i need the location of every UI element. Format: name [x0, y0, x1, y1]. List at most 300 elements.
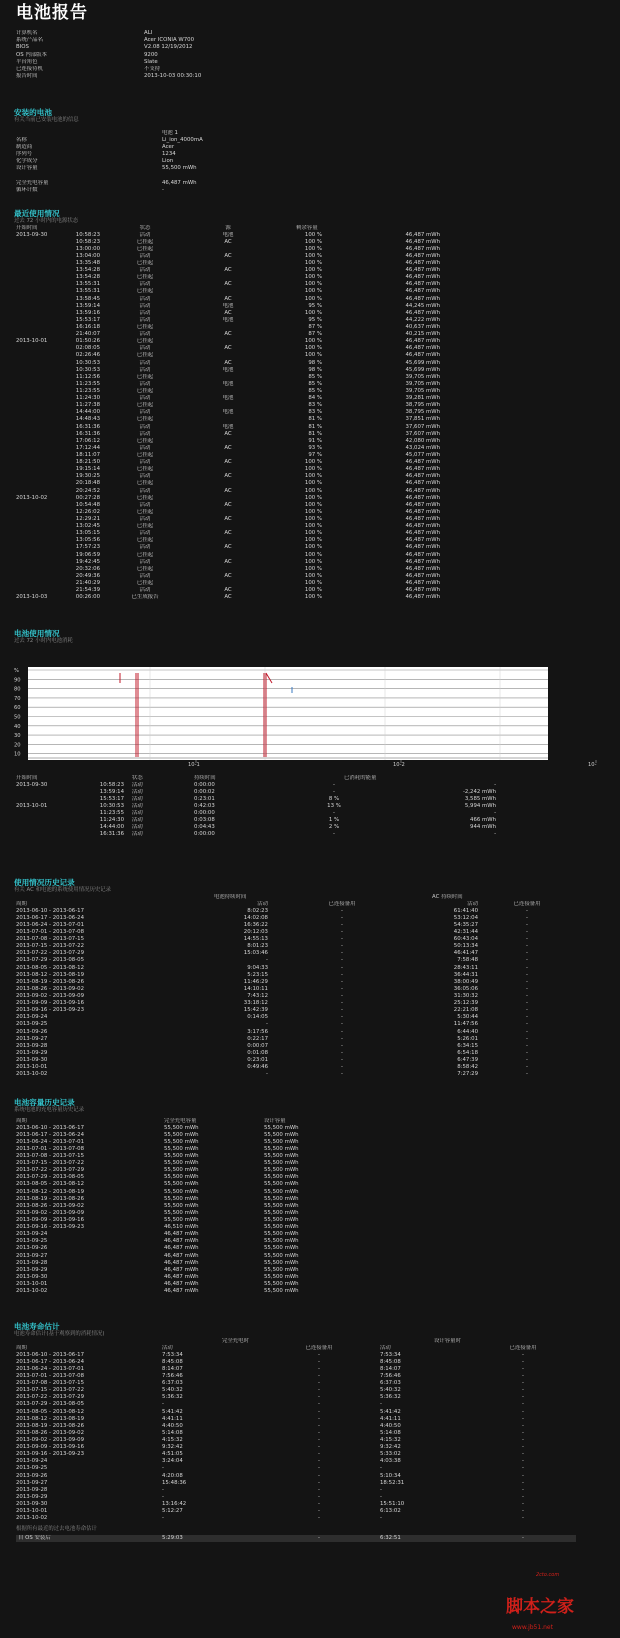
history-table — [16, 894, 576, 1079]
recent-source: AC — [224, 267, 232, 274]
capacity-full: 46,487 mWh — [164, 1231, 199, 1238]
capacity-row — [16, 1181, 416, 1188]
history-active: 16:36:22 — [243, 921, 268, 928]
recent-time: 11:27:38 — [75, 402, 101, 409]
life-design-standby: - — [522, 1508, 524, 1515]
history-row — [16, 915, 576, 922]
usage-state: 活动 — [132, 781, 143, 788]
history-active: 0:14:05 — [247, 1014, 268, 1021]
recent-row — [16, 281, 446, 288]
usage-state: 活动 — [132, 795, 143, 802]
recent-date: 2013-09-30 — [16, 231, 48, 238]
life-design-standby: - — [522, 1394, 524, 1401]
system-info-row — [16, 73, 356, 80]
history-period: 2013-09-25 — [16, 1021, 48, 1028]
recent-source: 电池 — [222, 366, 234, 373]
usage-duration: 0:00:00 — [194, 831, 215, 838]
recent-percent: 100 % — [304, 487, 323, 494]
life-design-standby: - — [522, 1429, 524, 1436]
recent-capacity: 46,487 mWh — [405, 572, 441, 579]
usage-duration: 0:00:00 — [194, 810, 215, 817]
recent-col-remaining: 剩余容量 — [296, 224, 318, 231]
capacity-period: 2013-09-28 — [16, 1259, 48, 1266]
usage-date: 2013-09-30 — [16, 781, 48, 788]
life-period: 2013-10-02 — [16, 1515, 48, 1522]
life-standby: - — [318, 1380, 320, 1387]
recent-source — [190, 523, 266, 530]
life-active: 4:40:50 — [162, 1422, 183, 1429]
history-standby: - — [341, 929, 343, 936]
life-design-active: 5:33:02 — [380, 1451, 401, 1458]
capacity-design: 55,500 mWh — [264, 1259, 299, 1266]
life-row — [16, 1508, 576, 1515]
recent-percent: 100 % — [304, 274, 323, 281]
usage-time: 11:23:55 — [99, 810, 125, 817]
life-row — [16, 1387, 576, 1394]
capacity-full: 55,500 mWh — [164, 1153, 199, 1160]
system-info-section — [0, 30, 620, 80]
report-title: 电池报告 — [16, 3, 88, 23]
usage-state: 活动 — [132, 817, 143, 824]
installed-row — [16, 165, 356, 172]
history-ac-standby: - — [526, 936, 528, 943]
usage-energy: 3,585 mWh — [464, 795, 497, 802]
history-ac-active: 6:54:18 — [457, 1049, 479, 1056]
recent-capacity: 46,487 mWh — [405, 260, 441, 267]
recent-state: 活动 — [139, 231, 151, 238]
system-info-row — [16, 52, 356, 59]
recent-row — [16, 466, 446, 473]
chart-y-tick: 30 — [14, 732, 21, 739]
recent-capacity: 46,487 mWh — [405, 295, 441, 302]
history-active: 9:04:33 — [247, 964, 268, 971]
capacity-design: 55,500 mWh — [264, 1174, 299, 1181]
life-active: 15:48:36 — [162, 1479, 187, 1486]
history-period: 2013-09-29 — [16, 1049, 48, 1056]
life-standby: - — [318, 1358, 320, 1365]
recent-state: 已挂起 — [136, 352, 154, 359]
recent-row — [16, 445, 446, 452]
recent-header-row — [16, 225, 446, 232]
history-standby: - — [341, 978, 343, 985]
life-design-active: 5:41:42 — [380, 1408, 401, 1415]
recent-state: 已挂起 — [136, 288, 154, 295]
installed-value: - — [162, 187, 164, 194]
usage-state: 活动 — [132, 802, 143, 809]
info-label: 已连接待机 — [16, 65, 43, 72]
recent-time: 15:53:17 — [75, 316, 101, 323]
recent-time: 10:54:48 — [75, 501, 101, 508]
life-row — [16, 1444, 576, 1451]
history-period: 2013-09-09 - 2013-09-16 — [16, 1000, 85, 1007]
capacity-full: 55,500 mWh — [164, 1195, 199, 1202]
recent-date — [16, 324, 68, 331]
history-ac-active: 42:31:44 — [453, 929, 479, 936]
history-ac-active: 36:05:06 — [453, 985, 479, 992]
recent-time: 17:12:44 — [75, 444, 101, 451]
info-value: 9200 — [144, 51, 158, 58]
recent-state: 已挂起 — [136, 238, 154, 245]
recent-source — [190, 288, 266, 295]
recent-date — [16, 402, 68, 409]
recent-date — [16, 566, 68, 573]
capacity-period: 2013-10-02 — [16, 1288, 48, 1295]
life-active: 4:20:08 — [162, 1472, 183, 1479]
capacity-period: 2013-09-24 — [16, 1231, 48, 1238]
usage-subtitle: 过去 72 小时内电池消耗 — [14, 638, 73, 644]
life-row — [16, 1480, 576, 1487]
life-col-period: 周期 — [16, 1344, 27, 1351]
recent-row — [16, 232, 446, 239]
recent-capacity: 46,487 mWh — [405, 565, 441, 572]
life-row — [16, 1416, 576, 1423]
capacity-period: 2013-07-15 - 2013-07-22 — [16, 1160, 85, 1167]
usage-energy: 944 mWh — [470, 824, 497, 831]
capacity-full: 46,487 mWh — [164, 1266, 199, 1273]
life-design-active: 8:14:07 — [380, 1365, 401, 1372]
info-label: BIOS — [16, 44, 29, 51]
history-row — [16, 1029, 576, 1036]
recent-state: 活动 — [139, 252, 151, 259]
usage-state: 活动 — [132, 788, 143, 795]
recent-capacity: 40,637 mWh — [405, 324, 441, 331]
history-period: 2013-09-26 — [16, 1028, 48, 1035]
history-period: 2013-07-22 - 2013-07-29 — [16, 950, 85, 957]
history-active: - — [266, 957, 268, 964]
life-period: 2013-09-26 — [16, 1472, 48, 1479]
recent-capacity: 40,215 mWh — [405, 331, 441, 338]
recent-row — [16, 523, 446, 530]
life-standby: - — [318, 1479, 320, 1486]
recent-usage-section — [0, 209, 620, 601]
system-info-row — [16, 59, 356, 66]
recent-time: 21:54:39 — [75, 587, 101, 594]
recent-row — [16, 367, 446, 374]
recent-capacity: 46,487 mWh — [405, 288, 441, 295]
life-period: 2013-09-28 — [16, 1486, 48, 1493]
recent-capacity: 39,705 mWh — [405, 380, 441, 387]
history-row — [16, 936, 576, 943]
installed-value: 55,500 mWh — [162, 165, 197, 172]
recent-source: 电池 — [222, 395, 234, 402]
history-group-row — [16, 894, 576, 901]
usage-duration: 0:00:02 — [194, 788, 215, 795]
recent-time: 19:42:45 — [75, 558, 101, 565]
usage-energy: - — [494, 831, 497, 838]
recent-date — [16, 267, 68, 274]
recent-capacity: 46,487 mWh — [405, 459, 441, 466]
recent-capacity: 44,222 mWh — [405, 316, 441, 323]
recent-state: 活动 — [139, 302, 151, 309]
life-standby: - — [318, 1451, 320, 1458]
recent-percent: 100 % — [304, 587, 323, 594]
recent-source: AC — [224, 281, 232, 288]
recent-capacity: 46,487 mWh — [405, 352, 441, 359]
recent-time: 12:29:21 — [75, 515, 101, 522]
chart-y-tick: 60 — [14, 704, 21, 711]
history-period: 2013-07-29 - 2013-08-05 — [16, 957, 85, 964]
recent-row — [16, 594, 446, 601]
life-design-active: 7:56:46 — [380, 1373, 401, 1380]
recent-capacity: 46,487 mWh — [405, 515, 441, 522]
life-design-standby: - — [522, 1472, 524, 1479]
history-row — [16, 1036, 576, 1043]
history-ac-active: 25:12:39 — [453, 1000, 479, 1007]
life-active: 3:24:04 — [162, 1458, 183, 1465]
life-title: 电池寿命估计 — [14, 1322, 60, 1331]
recent-percent: 100 % — [304, 267, 323, 274]
life-design-standby: - — [522, 1465, 524, 1472]
recent-row — [16, 552, 446, 559]
life-design-standby: - — [522, 1437, 524, 1444]
capacity-row — [16, 1167, 416, 1174]
capacity-period: 2013-07-22 - 2013-07-29 — [16, 1167, 85, 1174]
installed-row — [16, 180, 356, 187]
life-design-standby: - — [522, 1486, 524, 1493]
capacity-period: 2013-09-29 — [16, 1266, 48, 1273]
chart-y-tick: 80 — [14, 686, 21, 693]
capacity-design: 55,500 mWh — [264, 1131, 299, 1138]
installed-value: Li_ion_4000mA — [162, 136, 203, 143]
recent-time: 00:27:28 — [75, 494, 101, 501]
usage-row — [16, 810, 496, 817]
recent-capacity: 46,487 mWh — [405, 501, 441, 508]
capacity-period: 2013-09-16 - 2013-09-23 — [16, 1224, 85, 1231]
life-standby: - — [318, 1422, 320, 1429]
life-period: 2013-09-30 — [16, 1501, 48, 1508]
life-design-standby: - — [522, 1479, 524, 1486]
info-label: OS 内部版本 — [16, 51, 47, 58]
history-ac-standby: - — [526, 1035, 528, 1042]
recent-source — [190, 246, 266, 253]
recent-col-state: 状态 — [139, 224, 151, 231]
recent-source: AC — [224, 594, 232, 601]
recent-time: 13:35:48 — [75, 260, 101, 267]
capacity-design: 55,500 mWh — [264, 1138, 299, 1145]
recent-state: 已挂起 — [136, 416, 154, 423]
recent-state: 已挂起 — [136, 388, 154, 395]
recent-state: 已挂起 — [136, 338, 154, 345]
recent-state: 活动 — [139, 487, 151, 494]
life-design-active: - — [380, 1401, 382, 1408]
recent-row — [16, 459, 446, 466]
life-period: 2013-09-09 - 2013-09-16 — [16, 1444, 85, 1451]
recent-source: 电池 — [222, 302, 234, 309]
history-header-row — [16, 901, 576, 908]
history-row — [16, 1021, 576, 1028]
recent-state: 已挂起 — [136, 260, 154, 267]
installed-subtitle: 有关当前已安装电池的信息 — [14, 117, 79, 123]
recent-time: 13:58:45 — [75, 295, 101, 302]
recent-date — [16, 523, 68, 530]
history-standby: - — [341, 985, 343, 992]
history-col-ac-active: 活动 — [467, 900, 479, 907]
capacity-period: 2013-08-12 - 2013-08-19 — [16, 1188, 85, 1195]
capacity-full: 46,487 mWh — [164, 1273, 199, 1280]
usage-energy: -2,242 mWh — [462, 788, 497, 795]
life-design-standby: - — [522, 1515, 524, 1522]
life-row — [16, 1451, 576, 1458]
recent-state: 活动 — [139, 309, 151, 316]
life-design-active: 6:37:03 — [380, 1380, 401, 1387]
recent-percent: 100 % — [304, 565, 323, 572]
history-col-active: 活动 — [257, 900, 268, 907]
installed-battery-section — [0, 108, 620, 194]
recent-capacity: 39,281 mWh — [405, 395, 441, 402]
installed-label: 序列号 — [16, 151, 33, 158]
recent-percent: 100 % — [304, 281, 323, 288]
recent-date — [16, 352, 68, 359]
recent-row — [16, 495, 446, 502]
recent-percent: 100 % — [304, 558, 323, 565]
capacity-period: 2013-09-25 — [16, 1238, 48, 1245]
chart-y-tick: 20 — [14, 741, 21, 748]
recent-time: 13:05:15 — [75, 530, 101, 537]
life-period: 2013-06-17 - 2013-06-24 — [16, 1358, 85, 1365]
recent-capacity: 45,077 mWh — [405, 452, 441, 458]
history-row — [16, 993, 576, 1000]
history-period: 2013-09-16 - 2013-09-23 — [16, 1007, 85, 1014]
recent-row — [16, 473, 446, 480]
life-standby: - — [318, 1408, 320, 1415]
capacity-row — [16, 1132, 416, 1139]
installed-label: 设计容量 — [16, 165, 38, 172]
recent-state: 已挂起 — [136, 523, 154, 530]
history-ac-active: 50:13:34 — [453, 943, 479, 950]
life-design-active: - — [380, 1486, 382, 1493]
capacity-period: 2013-07-01 - 2013-07-08 — [16, 1145, 85, 1152]
history-ac-standby: - — [526, 950, 528, 957]
battery-usage-chart — [0, 647, 620, 767]
installed-label: 完全充电容量 — [16, 179, 49, 186]
recent-row — [16, 530, 446, 537]
life-design-standby: - — [522, 1451, 524, 1458]
recent-capacity: 46,487 mWh — [405, 231, 441, 238]
recent-date — [16, 303, 68, 310]
life-row — [16, 1423, 576, 1430]
history-row — [16, 950, 576, 957]
capacity-design: 55,500 mWh — [264, 1124, 299, 1131]
life-period: 2013-09-27 — [16, 1479, 48, 1486]
recent-percent: 100 % — [304, 245, 323, 252]
recent-percent: 100 % — [304, 508, 323, 515]
capacity-col-design: 设计容量 — [264, 1117, 286, 1124]
installed-label: 循环计数 — [16, 187, 38, 194]
recent-source — [190, 580, 266, 587]
recent-capacity: 46,487 mWh — [405, 473, 441, 480]
life-design-active: 4:40:50 — [380, 1422, 401, 1429]
capacity-full: 55,500 mWh — [164, 1217, 199, 1224]
capacity-row — [16, 1274, 416, 1281]
recent-capacity: 37,607 mWh — [405, 430, 441, 437]
life-design-active: 7:53:34 — [380, 1351, 401, 1358]
history-ac-active: 60:43:04 — [453, 936, 479, 943]
recent-capacity: 46,487 mWh — [405, 579, 441, 586]
recent-percent: 100 % — [304, 295, 323, 302]
life-col-design-standby: 已连接备用 — [509, 1344, 537, 1351]
recent-time: 14:48:43 — [75, 416, 101, 423]
recent-capacity: 46,487 mWh — [405, 309, 441, 316]
capacity-full: 55,500 mWh — [164, 1181, 199, 1188]
life-col-design-active: 活动 — [380, 1344, 391, 1351]
capacity-period: 2013-07-29 - 2013-08-05 — [16, 1174, 85, 1181]
usage-energy: 466 mWh — [470, 817, 497, 824]
recent-date — [16, 409, 68, 416]
recent-row — [16, 424, 446, 431]
capacity-design: 55,500 mWh — [264, 1266, 299, 1273]
recent-time: 02:26:46 — [75, 352, 101, 359]
recent-percent: 84 % — [308, 395, 323, 402]
installed-label: 化学成分 — [16, 158, 38, 165]
system-info-row — [16, 37, 356, 44]
capacity-full: 55,500 mWh — [164, 1188, 199, 1195]
life-active: - — [162, 1401, 164, 1408]
recent-state: 活动 — [139, 587, 151, 594]
capacity-design: 55,500 mWh — [264, 1153, 299, 1160]
recent-source — [190, 352, 266, 359]
recent-row — [16, 303, 446, 310]
chart-y-tick: 50 — [14, 714, 21, 720]
recent-time: 21:40:29 — [75, 579, 101, 586]
recent-state: 活动 — [139, 572, 151, 579]
history-row — [16, 965, 576, 972]
life-design-standby: - — [522, 1444, 524, 1451]
capacity-row — [16, 1146, 416, 1153]
recent-row — [16, 431, 446, 438]
recent-source — [190, 416, 266, 423]
recent-row — [16, 310, 446, 317]
history-ac-standby: - — [526, 985, 528, 992]
usage-date — [16, 817, 72, 824]
life-standby: - — [318, 1415, 320, 1422]
recent-capacity: 37,851 mWh — [405, 416, 441, 423]
history-period: 2013-09-27 — [16, 1035, 48, 1042]
recent-date — [16, 345, 68, 352]
recent-row — [16, 324, 446, 331]
recent-percent: 87 % — [308, 324, 323, 331]
recent-source: AC — [224, 558, 232, 565]
capacity-design: 55,500 mWh — [264, 1209, 299, 1216]
recent-capacity: 46,487 mWh — [405, 551, 441, 558]
history-ac-standby: - — [526, 993, 528, 1000]
recent-state: 活动 — [139, 331, 151, 338]
life-design-active: 6:13:02 — [380, 1508, 401, 1515]
recent-time: 20:32:06 — [75, 565, 101, 572]
life-design-standby: - — [522, 1408, 524, 1415]
capacity-full: 55,500 mWh — [164, 1160, 199, 1167]
recent-time: 16:31:36 — [75, 423, 101, 430]
history-period: 2013-09-24 — [16, 1014, 48, 1021]
history-active: 14:02:08 — [243, 914, 268, 921]
recent-capacity: 42,080 mWh — [405, 437, 441, 444]
recent-title: 最近使用情况 — [14, 209, 60, 218]
recent-time: 13:59:16 — [75, 309, 101, 316]
life-standby: - — [318, 1458, 320, 1465]
recent-percent: 100 % — [304, 309, 323, 316]
recent-date — [16, 438, 68, 445]
history-col-period: 周期 — [16, 900, 27, 907]
info-label: 计算机名 — [16, 30, 38, 37]
capacity-full: 46,487 mWh — [164, 1281, 199, 1288]
recent-capacity: 46,487 mWh — [405, 508, 441, 515]
life-row — [16, 1366, 576, 1373]
recent-state: 活动 — [139, 359, 151, 366]
capacity-row — [16, 1288, 416, 1295]
life-design-active: 5:10:34 — [380, 1472, 401, 1479]
recent-time: 20:49:36 — [75, 572, 101, 579]
installed-header-row — [16, 130, 356, 137]
battery-name: 电池 1 — [162, 129, 178, 136]
